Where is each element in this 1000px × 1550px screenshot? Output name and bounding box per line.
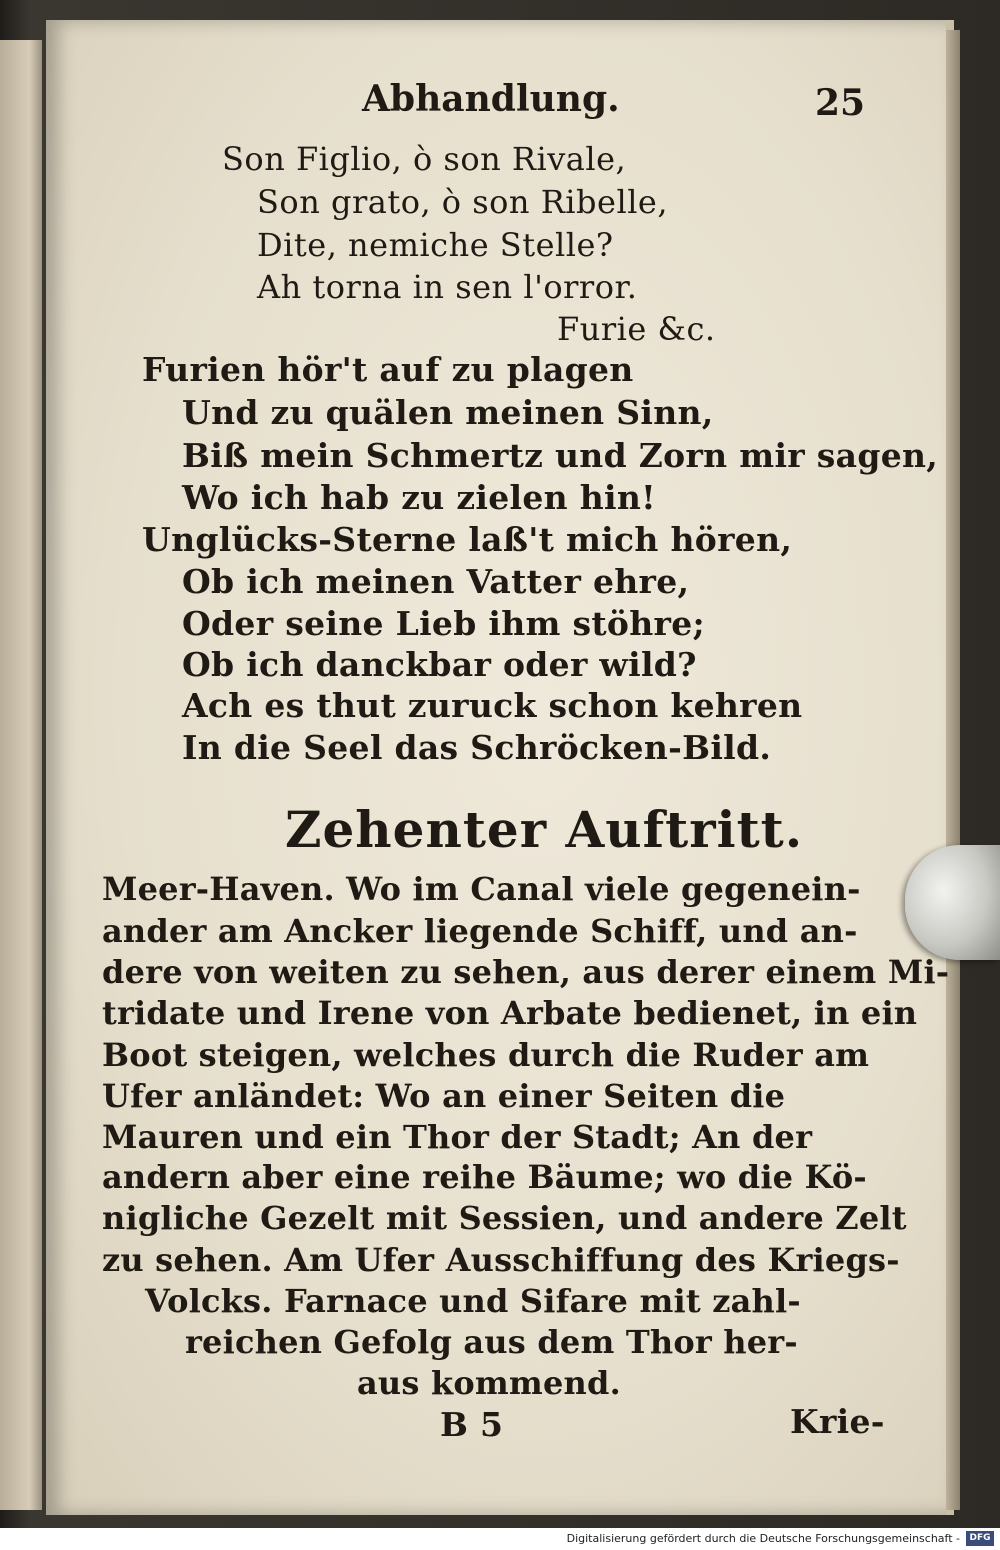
signature-mark: B 5 <box>440 1405 504 1444</box>
italian-cue: Furie &c. <box>557 310 716 348</box>
german-verse-line: Oder seine Lieb ihm stöhre; <box>182 604 705 643</box>
digitization-footer <box>0 1528 1000 1550</box>
german-verse-line: Unglücks-Sterne laß't mich hören, <box>142 520 793 559</box>
italian-verse-line: Son grato, ò son Ribelle, <box>257 183 669 221</box>
stage-direction-line: Ufer anländet: Wo an einer Seiten die <box>102 1077 786 1115</box>
page-clip <box>905 845 1000 960</box>
catchword: Krie- <box>790 1402 885 1441</box>
stage-direction-line: tridate und Irene von Arbate bedienet, in ein <box>102 994 918 1032</box>
running-title: Abhandlung. <box>362 78 620 120</box>
italian-verse-line: Son Figlio, ò son Rivale, <box>222 140 627 178</box>
stage-direction-line: reichen Gefolg aus dem Thor her- <box>185 1323 798 1361</box>
footer-credit: Digitalisierung gefördert durch die Deutsche Forschungsgemeinschaft - <box>566 1532 960 1545</box>
stage-direction-line: andern aber eine reihe Bäume; wo die Kö- <box>102 1158 867 1196</box>
stage-direction-line: Mauren und ein Thor der Stadt; An der <box>102 1118 813 1156</box>
italian-verse-line: Ah torna in sen l'orror. <box>257 268 638 306</box>
page-block-edge <box>946 30 960 1510</box>
german-verse-line: Biß mein Schmertz und Zorn mir sagen, <box>182 436 939 475</box>
german-verse-line: Wo ich hab zu zielen hin! <box>182 478 656 517</box>
german-verse-line: In die Seel das Schröcken-Bild. <box>182 728 772 767</box>
stage-direction-line: aus kommend. <box>357 1364 621 1402</box>
german-verse-line: Und zu quälen meinen Sinn, <box>182 393 714 432</box>
stage-direction-line: Meer-Haven. Wo im Canal viele gegenein- <box>102 870 861 908</box>
stage-direction-line: Boot steigen, welches durch die Ruder am <box>102 1036 870 1074</box>
page-number: 25 <box>815 82 866 124</box>
stage-direction-line: zu sehen. Am Ufer Ausschiffung des Kriegs- <box>102 1241 900 1279</box>
facing-page-edge <box>0 40 42 1510</box>
stage-direction-line: ander am Ancker liegende Schiff, und an- <box>102 912 858 950</box>
italian-verse-line: Dite, nemiche Stelle? <box>257 226 614 264</box>
stage-direction-line: Volcks. Farnace und Sifare mit zahl- <box>145 1282 801 1320</box>
german-verse-line: Furien hör't auf zu plagen <box>142 350 634 389</box>
stage-direction-line: nigliche Gezelt mit Sessien, und andere Zelt <box>102 1199 907 1237</box>
stage-direction-line: dere von weiten zu sehen, aus derer einem Mi- <box>102 953 950 991</box>
german-verse-line: Ob ich meinen Vatter ehre, <box>182 562 690 601</box>
dfg-logo: DFG <box>966 1531 994 1546</box>
german-verse-line: Ach es thut zuruck schon kehren <box>182 686 803 725</box>
scene-title: Zehenter Auftritt. <box>285 800 804 859</box>
german-verse-line: Ob ich danckbar oder wild? <box>182 645 697 684</box>
